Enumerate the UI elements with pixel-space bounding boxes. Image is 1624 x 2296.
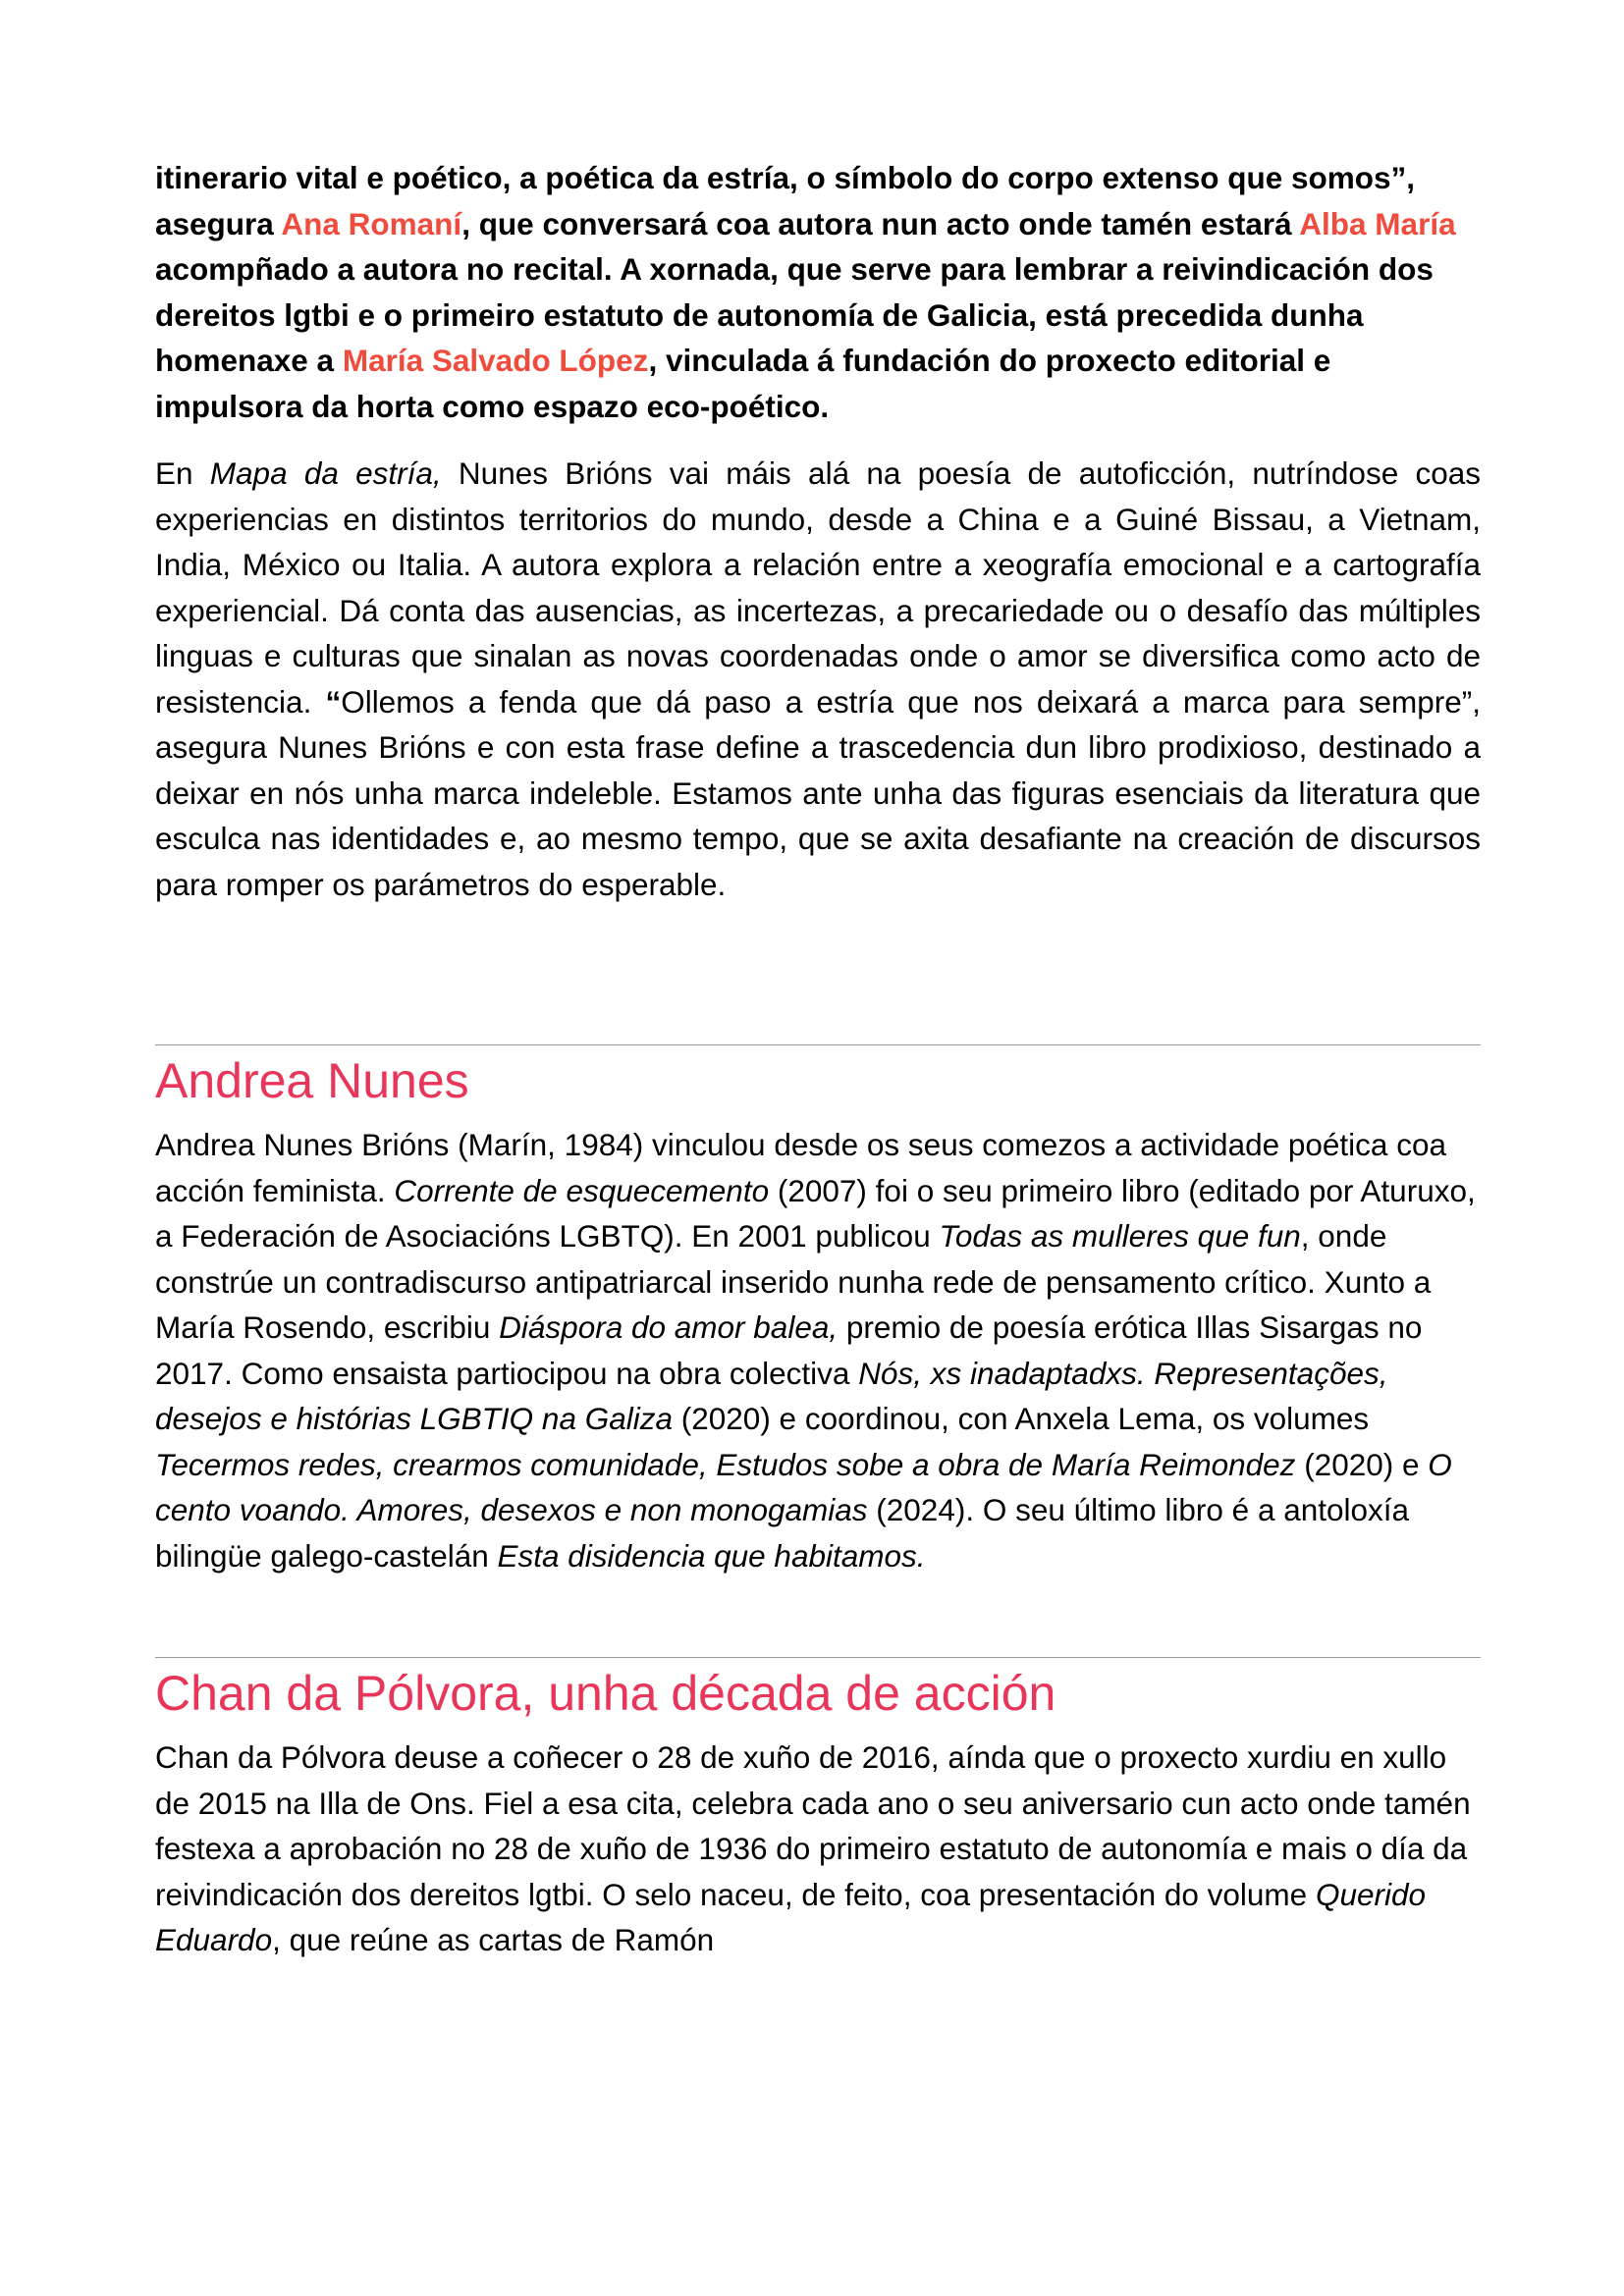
highlighted-name: María Salvado López (342, 343, 649, 378)
book-title: Diáspora do amor balea, (499, 1309, 839, 1345)
body-text: Nunes Brións vai máis alá na poesía de autoficción, nutríndose coas experiencias en distintos territorios do mundo, desde a China e a Guiné Bissau, a Vietnam, India, México ou Italia. A autora explora a relación entre a xeografía emocional e a cartografía experiencial. Dá conta das ausencias, as incertezas, a precariedade ou o desafío das múltiples linguas e culturas que sinalan as novas coordenadas onde o amor se diversifica como acto de resistencia. (155, 455, 1482, 720)
body-text: , onde constrúe un contradiscurso antipatriarcal inserido nunha rede de pensamento crítico. Xunto a María Rosendo, escribiu (155, 1218, 1432, 1345)
body-text: Andrea Nunes Brións (Marín, 1984) vinculou desde os seus comezos a actividade poética coa acción feminista. (155, 1127, 1446, 1208)
body-text: (2020) e coordinou, con Anxela Lema, os volumes (673, 1401, 1370, 1436)
quote-mark: “ (325, 683, 342, 720)
chan-da-polvora-paragraph (155, 1735, 1481, 1963)
body-text: (2020) e (1295, 1446, 1429, 1482)
intro-text: , que conversará coa autora nun acto onde tamén estará (461, 205, 1300, 241)
body-text: Ollemos a fenda que dá paso a estría que nos deixará a marca para sempre”, asegura Nunes Brións e con esta frase define a trascedencia dun libro prodixioso, destinado a deixar en nós unha marca indeleble. Estamos ante unha das figuras esenciais da literatura que esculca nas identidades e, ao mesmo tempo, que se axita desafiante na creación de discursos para romper os parámetros do esperable. (155, 683, 1481, 902)
book-title: Todas as mulleres que fun (939, 1218, 1301, 1254)
section-divider (155, 1657, 1481, 1658)
book-title: Nós, xs inadaptadxs. Representações, desejos e histórias LGBTIQ na Galiza (155, 1355, 1388, 1436)
book-title: Esta disidencia que habitamos. (497, 1537, 926, 1574)
intro-text: , vinculada á fundación do proxecto editorial e impulsora da horta como espazo eco-poético. (155, 343, 1331, 424)
body-text: (2007) foi o seu primeiro libro (editado por Aturuxo, a Federación de Asociacións LGBTQ). En 2001 publicou (155, 1172, 1476, 1254)
document-page (155, 155, 1481, 1963)
body-text: Chan da Pólvora deuse a coñecer o 28 de xuño de 2016, aínda que o proxecto xurdiu en xullo de 2015 na Illa de Ons. Fiel a esa cita, celebra cada ano o seu aniversario cun acto onde tamén festexa a aprobación no 28 de xuño de 1936 do primeiro estatuto de autonomía e mais o día da reivindicación dos dereitos lgtbi. O selo naceu, de feito, coa presentación do volume (155, 1739, 1471, 1912)
body-text: premio de poesía erótica Illas Sisargas no 2017. Como ensaista partiocipou na obra colectiva (155, 1309, 1423, 1391)
highlighted-name: Ana Romaní (281, 205, 462, 241)
intro-text: acompñado a autora no recital. A xornada, que serve para lembrar a reivindicación dos dereitos lgtbi e o primeiro estatuto de autonomía de Galicia, está precedida dunha homenaxe a (155, 251, 1434, 378)
body-text: , que reúne as cartas de Ramón (272, 1922, 715, 1957)
section-divider (155, 1044, 1481, 1045)
book-title: Corrente de esquecemento (394, 1172, 770, 1208)
book-title: O cento voando. Amores, desexos e non monogamias (155, 1446, 1452, 1527)
highlighted-name: Alba María (1299, 205, 1456, 241)
book-title: Mapa da estría, (209, 455, 442, 491)
mapa-paragraph (155, 451, 1481, 907)
intro-paragraph (155, 155, 1481, 429)
intro-text: itinerario vital e poético, a poética da estría, o símbolo do corpo extenso que somos”, asegura (155, 160, 1416, 241)
section-heading-chan-da-polvora: Chan da Pólvora, unha década de acción (155, 1666, 1056, 1721)
body-text: En (155, 455, 210, 491)
section-heading-andrea-nunes: Andrea Nunes (155, 1053, 469, 1108)
book-title: Querido Eduardo (155, 1876, 1427, 1957)
body-text: (2024). O seu último libro é a antoloxía bilingüe galego-castelán (155, 1492, 1410, 1574)
andrea-nunes-paragraph (155, 1122, 1481, 1578)
book-title: Tecermos redes, crearmos comunidade, Estudos sobe a obra de María Reimondez (155, 1446, 1296, 1482)
